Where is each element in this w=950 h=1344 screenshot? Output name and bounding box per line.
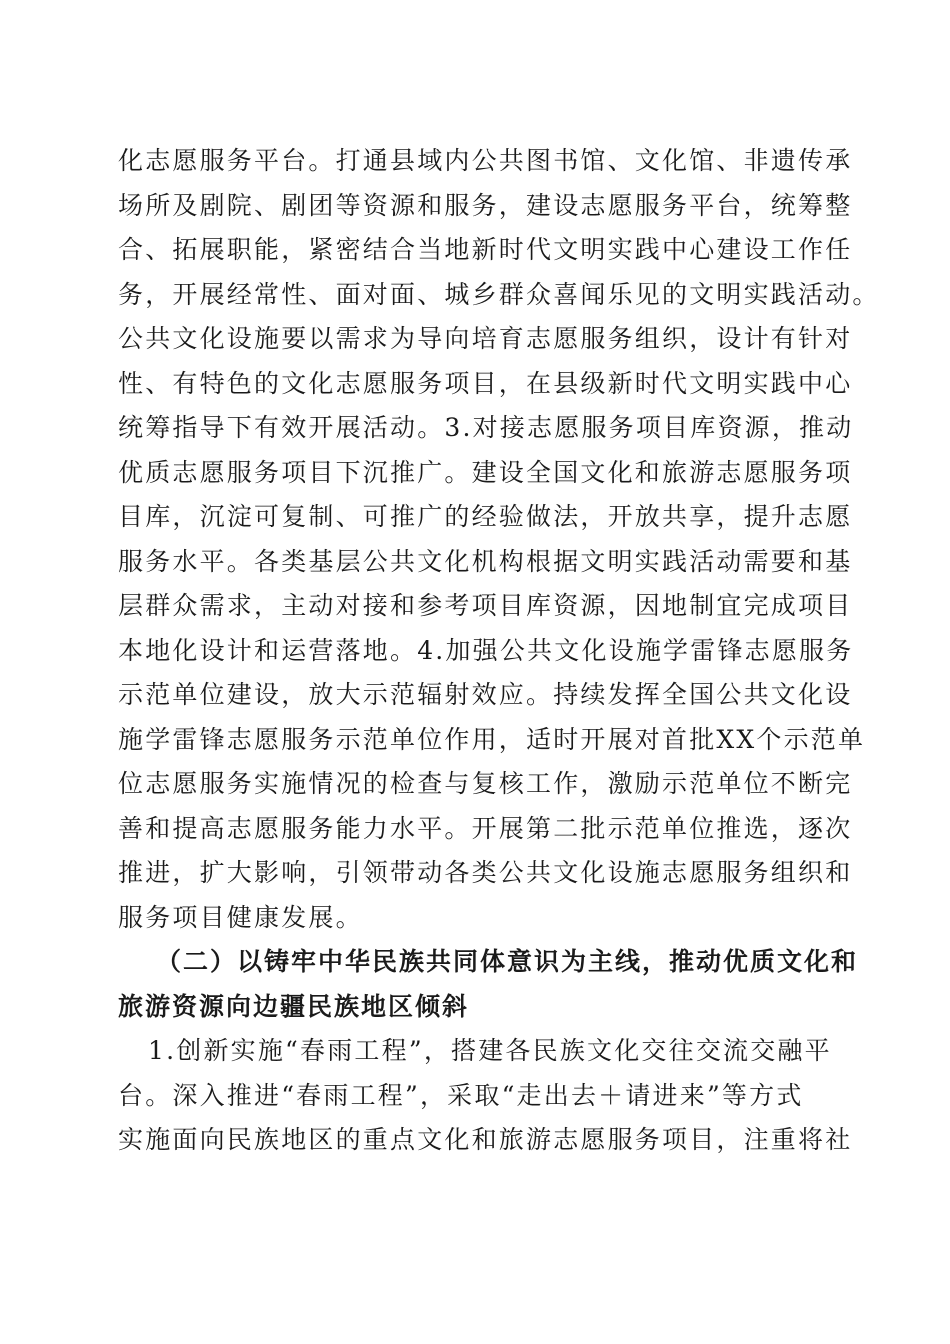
body-line-9: 目库，沉淀可复制、可推广的经验做法，开放共享，提升志愿 xyxy=(118,502,853,531)
body-line-11: 层群众需求，主动对接和参考项目库资源，因地制宜完成项目 xyxy=(118,591,853,620)
body-line-16: 善和提高志愿服务能力水平。开展第二批示范单位推选，逐次 xyxy=(118,813,853,843)
section-heading-line-1: （二）以铸牢中华民族共同体意识为主线，推动优质文化和 xyxy=(156,947,859,976)
body-line-6: 性、有特色的文化志愿服务项目，在县级新时代文明实践中心 xyxy=(118,368,853,398)
para2-line-3: 实施面向民族地区的重点文化和旅游志愿服务项目，注重将社 xyxy=(118,1125,853,1154)
body-line-4: 务，开展经常性、面对面、城乡群众喜闻乐见的文明实践活动。 xyxy=(118,279,880,309)
para2-line-1: 1.创新实施“春雨工程”，搭建各民族文化交往交流交融平 xyxy=(148,1036,832,1065)
body-line-3: 合、拓展职能，紧密结合当地新时代文明实践中心建设工作任 xyxy=(118,235,853,264)
body-line-12: 本地化设计和运营落地。4.加强公共文化设施学雷锋志愿服务 xyxy=(118,635,854,665)
body-line-15: 位志愿服务实施情况的检查与复核工作，激励示范单位不断完 xyxy=(118,769,853,798)
document-body xyxy=(118,139,880,1163)
body-line-2: 场所及剧院、剧团等资源和服务，建设志愿服务平台，统筹整 xyxy=(118,190,853,220)
body-line-1: 化志愿服务平台。打通县域内公共图书馆、文化馆、非遗传承 xyxy=(118,146,853,175)
body-line-5: 公共文化设施要以需求为导向培育志愿服务组织，设计有针对 xyxy=(118,324,853,353)
para2-line-2: 台。深入推进“春雨工程”，采取“走出去＋请进来”等方式 xyxy=(118,1080,804,1110)
body-line-7: 统筹指导下有效开展活动。3.对接志愿服务项目库资源，推动 xyxy=(118,413,854,442)
section-heading-line-2: 旅游资源向边疆民族地区倾斜 xyxy=(118,991,470,1021)
body-line-14: 施学雷锋志愿服务示范单位作用，适时开展对首批XX个示范单 xyxy=(118,724,866,754)
body-line-8: 优质志愿服务项目下沉推广。建设全国文化和旅游志愿服务项 xyxy=(118,457,853,487)
body-line-18: 服务项目健康发展。 xyxy=(118,902,363,932)
body-line-13: 示范单位建设，放大示范辐射效应。持续发挥全国公共文化设 xyxy=(118,680,853,709)
body-line-17: 推进，扩大影响，引领带动各类公共文化设施志愿服务组织和 xyxy=(118,858,853,887)
body-line-10: 服务水平。各类基层公共文化机构根据文明实践活动需要和基 xyxy=(118,546,853,576)
